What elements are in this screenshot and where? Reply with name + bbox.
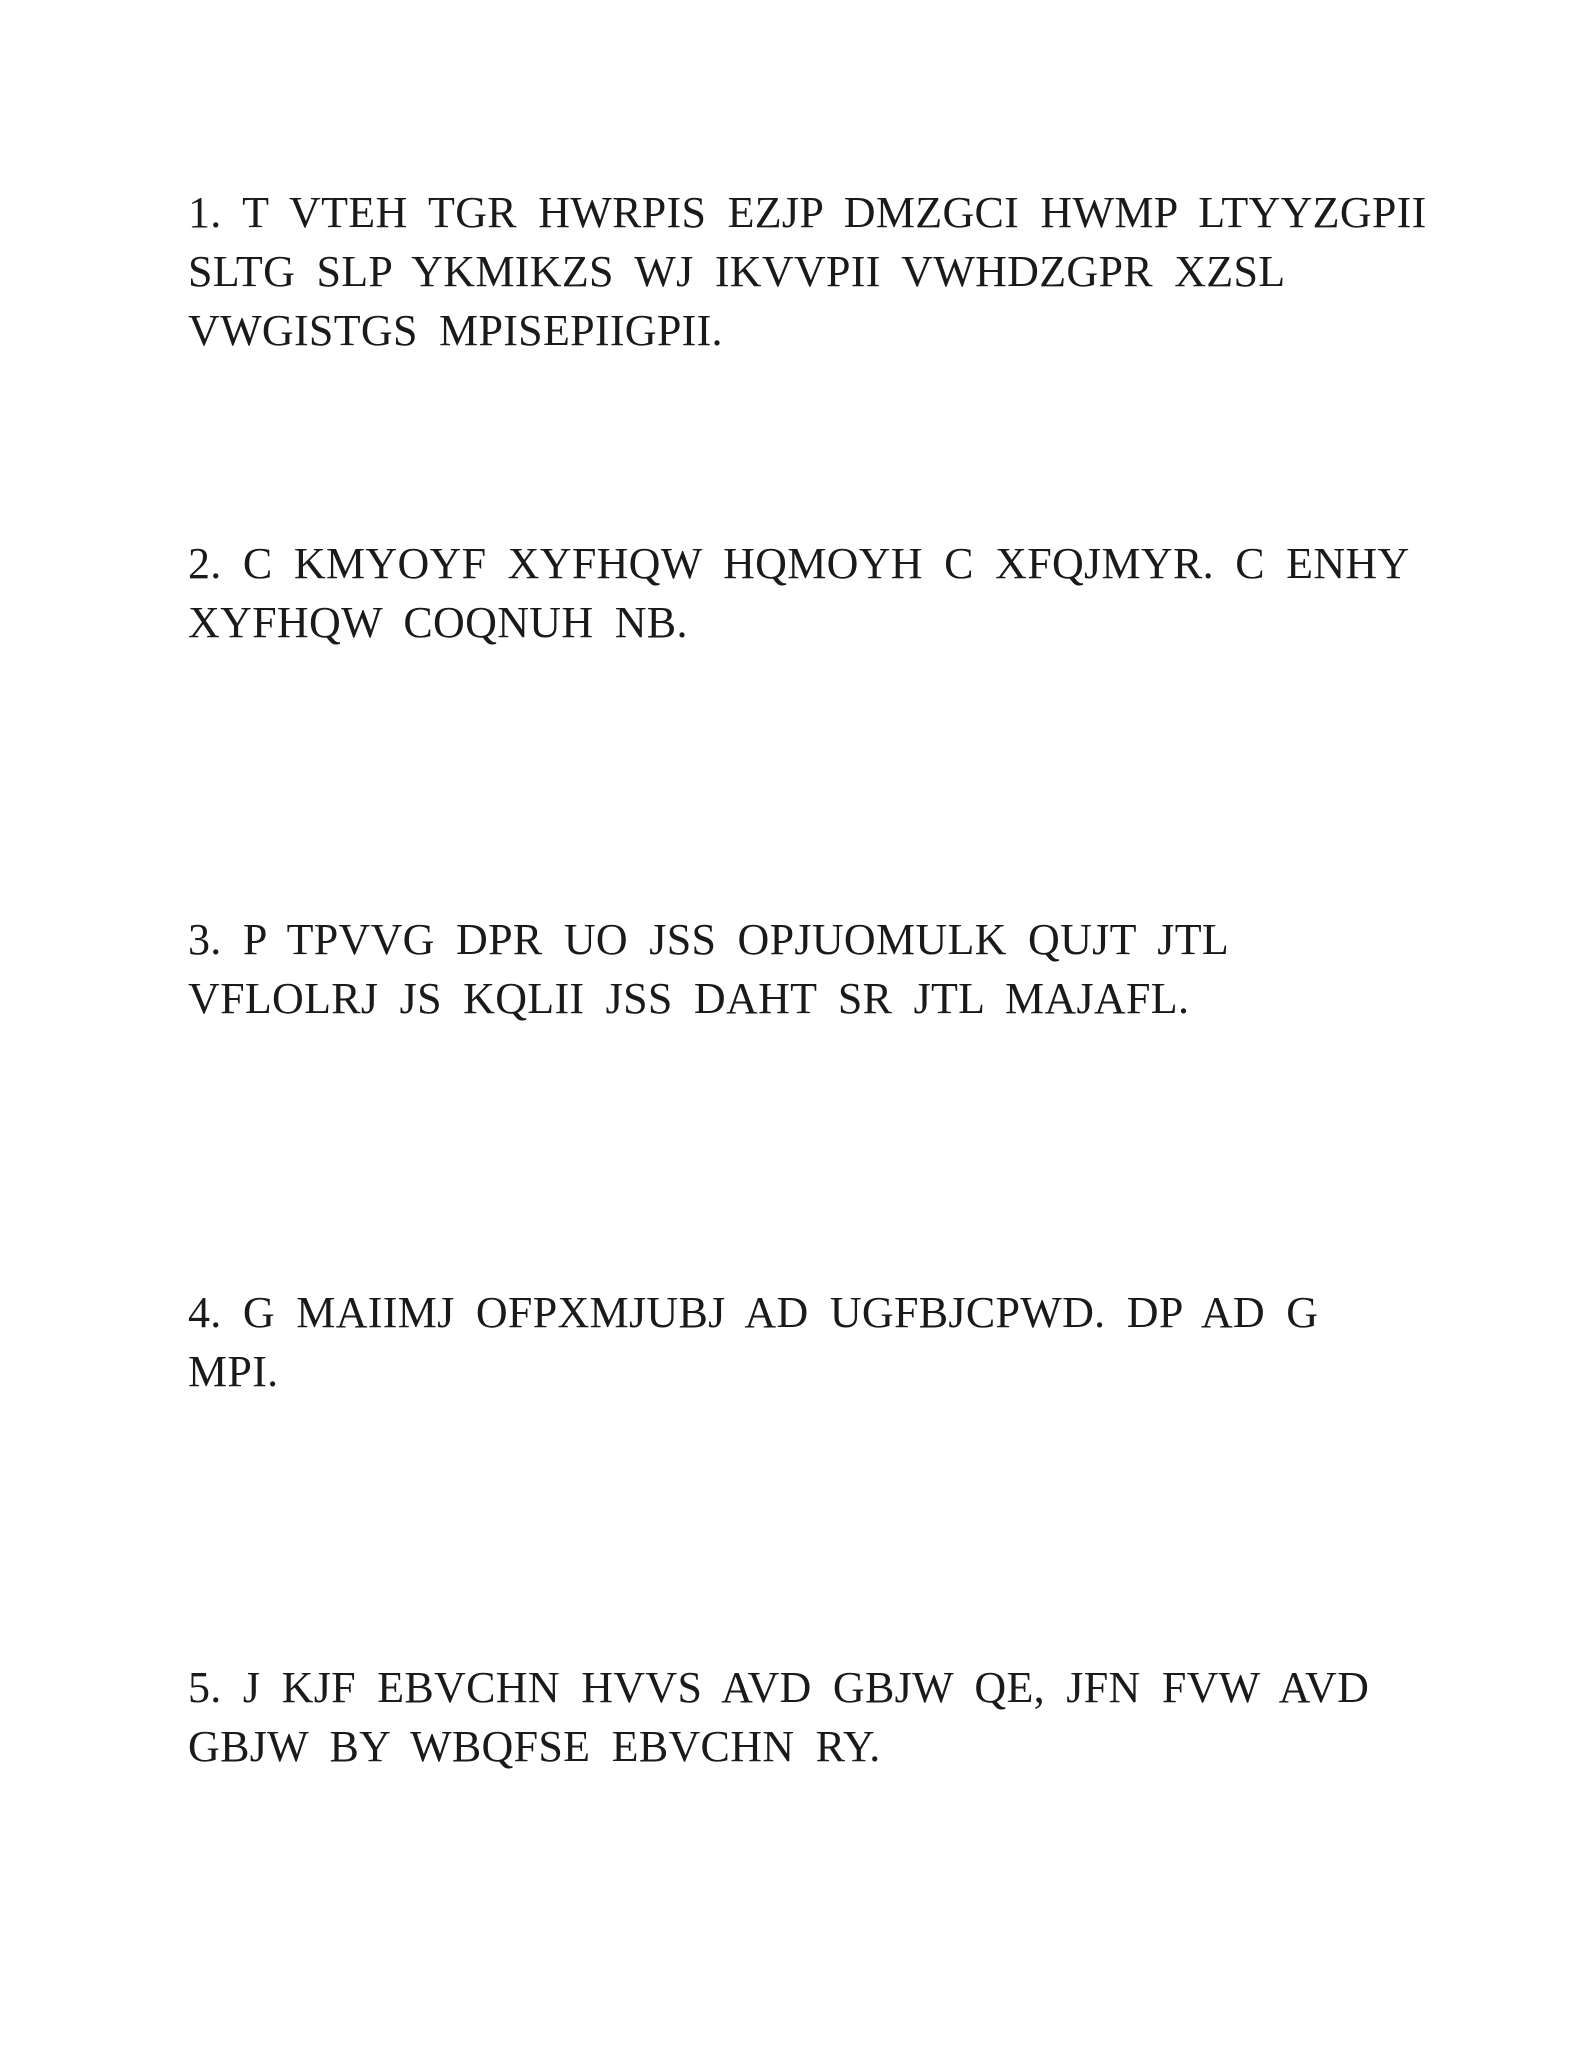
puzzle-ciphertext: T VTEH TGR HWRPIS EZJP DMZGCI HWMP LTYYZGPII SLTG SLP YKMIKZS WJ IKVVPII VWHDZGPR XZSL VWGISTGS MPISEPIIGPII.	[188, 188, 1427, 355]
cipher-puzzle-5	[188, 1658, 1428, 1776]
puzzle-number: 5.	[188, 1663, 222, 1712]
puzzle-number: 3.	[188, 915, 222, 964]
cipher-puzzle-2	[188, 534, 1428, 652]
cipher-puzzle-3	[188, 910, 1428, 1028]
cipher-puzzle-4	[188, 1283, 1428, 1401]
puzzle-number: 2.	[188, 539, 222, 588]
cipher-puzzle-1	[188, 183, 1428, 360]
puzzle-ciphertext: J KJF EBVCHN HVVS AVD GBJW QE, JFN FVW AVD GBJW BY WBQFSE EBVCHN RY.	[188, 1663, 1370, 1771]
puzzle-ciphertext: P TPVVG DPR UO JSS OPJUOMULK QUJT JTL VFLOLRJ JS KQLII JSS DAHT SR JTL MAJAFL.	[188, 915, 1228, 1023]
puzzle-ciphertext: C KMYOYF XYFHQW HQMOYH C XFQJMYR. C ENHY XYFHQW COQNUH NB.	[188, 539, 1408, 647]
puzzle-number: 4.	[188, 1288, 222, 1337]
puzzle-number: 1.	[188, 188, 222, 237]
puzzle-ciphertext: G MAIIMJ OFPXMJUBJ AD UGFBJCPWD. DP AD G MPI.	[188, 1288, 1319, 1396]
